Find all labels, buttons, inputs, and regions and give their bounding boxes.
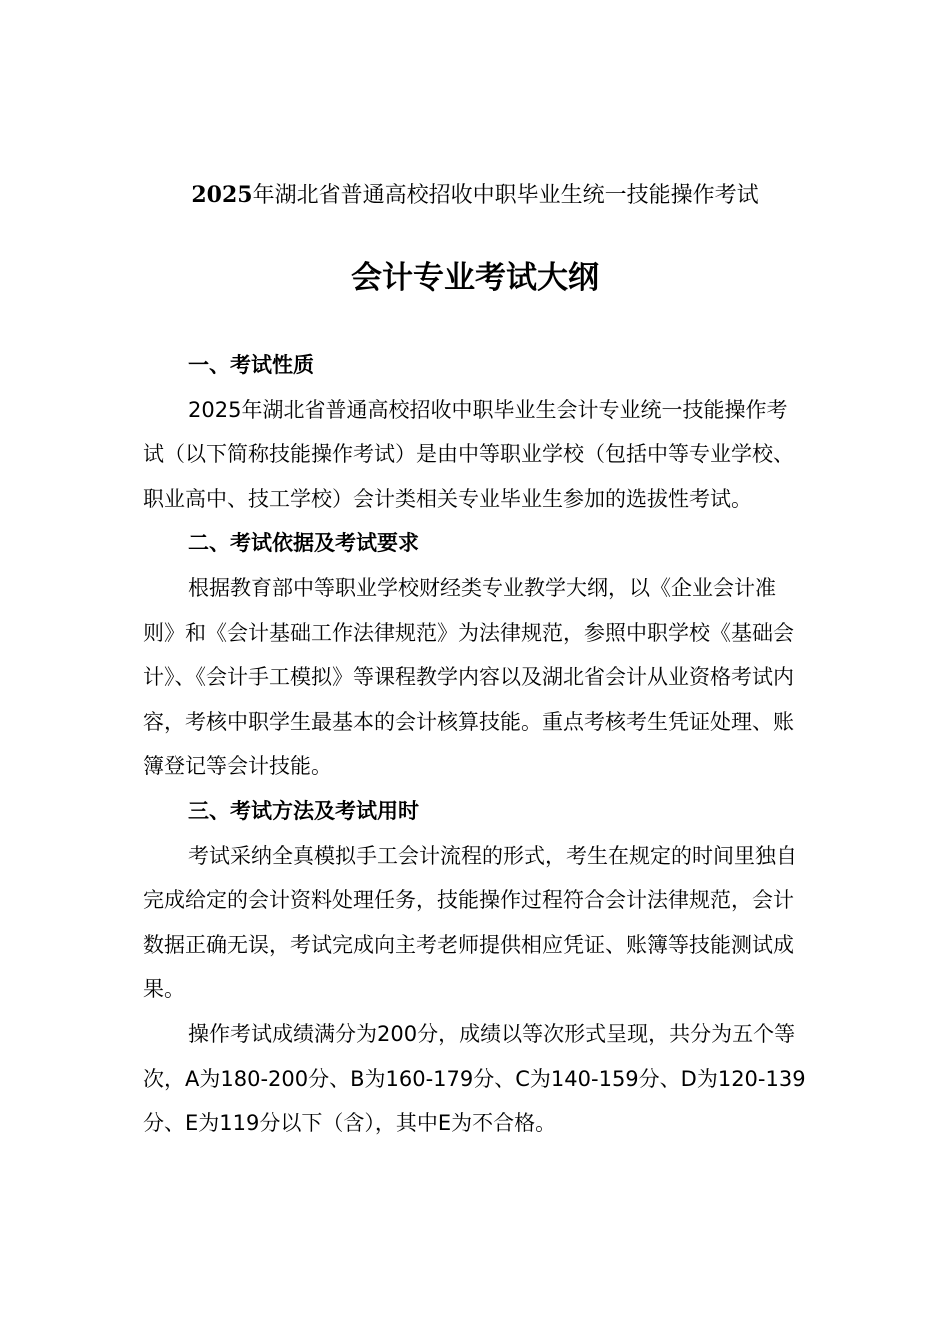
section-paragraph: 2025年湖北省普通高校招收中职毕业生会计专业统一技能操作考试（以下简称技能操作考试）是由中等职业学校（包括中等专业学校、职业高中、技工学校）会计类相关专业毕业生参加的选拔性考试。 [143,397,794,511]
section-heading-nature: 一、考试性质 [188,353,314,377]
document-title: 会计专业考试大纲 [351,260,599,296]
section-paragraph-grading: 操作考试成绩满分为200分，成绩以等次形式呈现，共分为五个等次，A为180-200分、B为160-179分、C为140-159分、D为120-139分、E为119分以下（含），其中E为不合格。 [143,1021,806,1136]
section-heading-method: 三、考试方法及考试用时 [188,798,419,823]
document-body [143,343,807,1146]
document-subtitle [0,178,950,213]
subtitle-year: 2025 [191,182,253,208]
section-heading-basis: 二、考试依据及考试要求 [188,531,419,556]
section-paragraph: 根据教育部中等职业学校财经类专业教学大纲，以《企业会计准则》和《会计基础工作法律规范》为法律规范，参照中职学校《基础会计》、《会计手工模拟》等课程教学内容以及湖北省会计从业资格考试内容，考核中职学生最基本的会计核算技能。重点考核考生凭证处理、账簿登记等会计技能。 [143,575,794,779]
subtitle-text: 年湖北省普通高校招收中职毕业生统一技能操作考试 [252,183,759,208]
section-paragraph: 考试采纳全真模拟手工会计流程的形式，考生在规定的时间里独自完成给定的会计资料处理任务，技能操作过程符合会计法律规范，会计数据正确无误，考试完成向主考老师提供相应凭证、账簿等技能测试成果。 [143,843,797,1002]
